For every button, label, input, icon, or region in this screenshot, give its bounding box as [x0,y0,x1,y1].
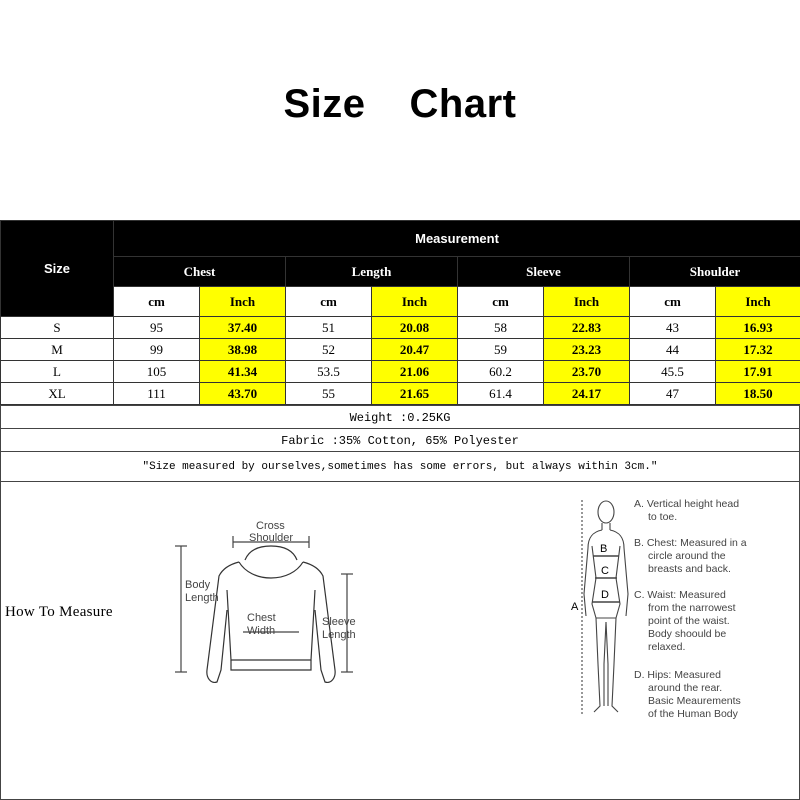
how-to-measure-label: How To Measure [5,604,113,620]
note-b-line: breasts and back. [648,563,731,575]
group-header-shoulder: Shoulder [630,257,800,287]
note-c [634,589,736,654]
sleeve-inch-cell: 23.23 [544,339,630,361]
size-cell: L [1,361,114,383]
shoulder-cm-cell: 47 [630,383,716,405]
unit-cm-chest: cm [114,287,200,317]
title-word-size: Size [283,82,366,126]
group-header-chest: Chest [114,257,286,287]
chest-cm-cell: 99 [114,339,200,361]
cross-label-2: Shoulder [249,532,294,544]
length-cm-cell: 51 [286,317,372,339]
sleeve-inch-cell: 22.83 [544,317,630,339]
size-header: Size [1,221,114,317]
unit-inch-chest: Inch [200,287,286,317]
note-d-line: D. Hips: Measured [634,669,721,681]
unit-cm-sleeve: cm [458,287,544,317]
shoulder-inch-cell: 17.32 [716,339,800,361]
title-word-chart: Chart [409,82,517,126]
body-label-d: D [601,589,609,601]
unit-inch-sleeve: Inch [544,287,630,317]
chest-cm-cell: 105 [114,361,200,383]
sleeve-inch-cell: 24.17 [544,383,630,405]
length-inch-cell: 20.47 [372,339,458,361]
length-cm-cell: 53.5 [286,361,372,383]
shoulder-inch-cell: 18.50 [716,383,800,405]
note-c-line: from the narrowest [648,602,736,614]
page-title [0,82,800,127]
note-d-line: of the Human Body [648,708,738,720]
chest-inch-cell: 38.98 [200,339,286,361]
chest-cm-cell: 111 [114,383,200,405]
length-inch-cell: 21.65 [372,383,458,405]
table-row [1,339,800,361]
note-d [634,669,741,721]
body-length-label-2: Length [185,592,219,604]
note-c-line: Body shoould be [648,628,727,640]
table-row [1,383,800,405]
sleeve-cm-cell: 58 [458,317,544,339]
note-b-line: B. Chest: Measured in a [634,537,747,549]
note-c-line: relaxed. [648,641,686,653]
cross-label-1: Cross [256,520,285,532]
measurement-header: Measurement [114,221,800,257]
size-cell: M [1,339,114,361]
chest-width-label-2: Width [247,625,276,637]
shoulder-cm-cell: 45.5 [630,361,716,383]
body-label-a: A [571,601,579,613]
note-c-line: point of the waist. [648,615,730,627]
chest-cm-cell: 95 [114,317,200,339]
unit-inch-length: Inch [372,287,458,317]
note-b [634,537,747,576]
disclaimer-row: "Size measured by ourselves,sometimes has some errors, but always within 3cm." [0,451,800,482]
length-inch-cell: 20.08 [372,317,458,339]
chest-width-label-1: Chest [247,612,276,624]
shoulder-inch-cell: 17.91 [716,361,800,383]
body-label-c: C [601,565,609,577]
weight-row: Weight :0.25KG [0,405,800,429]
size-cell: XL [1,383,114,405]
group-header-sleeve: Sleeve [458,257,630,287]
fabric-row: Fabric :35% Cotton, 65% Polyester [0,428,800,452]
table-row [1,361,800,383]
length-inch-cell: 21.06 [372,361,458,383]
sleeve-inch-cell: 23.70 [544,361,630,383]
unit-cm-shoulder: cm [630,287,716,317]
chest-inch-cell: 41.34 [200,361,286,383]
body-label-b: B [600,543,608,555]
shoulder-cm-cell: 43 [630,317,716,339]
sleeve-cm-cell: 60.2 [458,361,544,383]
body-length-label-1: Body [185,579,211,591]
body-diagram [566,494,636,724]
note-d-line: Basic Meaurements [648,695,741,707]
note-a-line: A. Vertical height head [634,498,740,510]
note-c-line: C. Waist: Measured [634,589,726,601]
sleeve-length-label-1: Sleeve [322,616,356,628]
length-cm-cell: 52 [286,339,372,361]
shoulder-cm-cell: 44 [630,339,716,361]
note-a [634,498,739,524]
note-d-line: around the rear. [648,682,723,694]
how-to-measure-panel [0,481,800,800]
chest-inch-cell: 43.70 [200,383,286,405]
unit-cm-length: cm [286,287,372,317]
size-table [0,220,800,405]
note-b-line: circle around the [648,550,726,562]
group-header-length: Length [286,257,458,287]
unit-inch-shoulder: Inch [716,287,800,317]
chest-inch-cell: 37.40 [200,317,286,339]
size-cell: S [1,317,114,339]
sleeve-cm-cell: 59 [458,339,544,361]
sweater-diagram [161,520,376,695]
shoulder-inch-cell: 16.93 [716,317,800,339]
note-a-line: to toe. [648,511,678,523]
table-row [1,317,800,339]
sleeve-cm-cell: 61.4 [458,383,544,405]
sleeve-length-label-2: Length [322,629,356,641]
length-cm-cell: 55 [286,383,372,405]
